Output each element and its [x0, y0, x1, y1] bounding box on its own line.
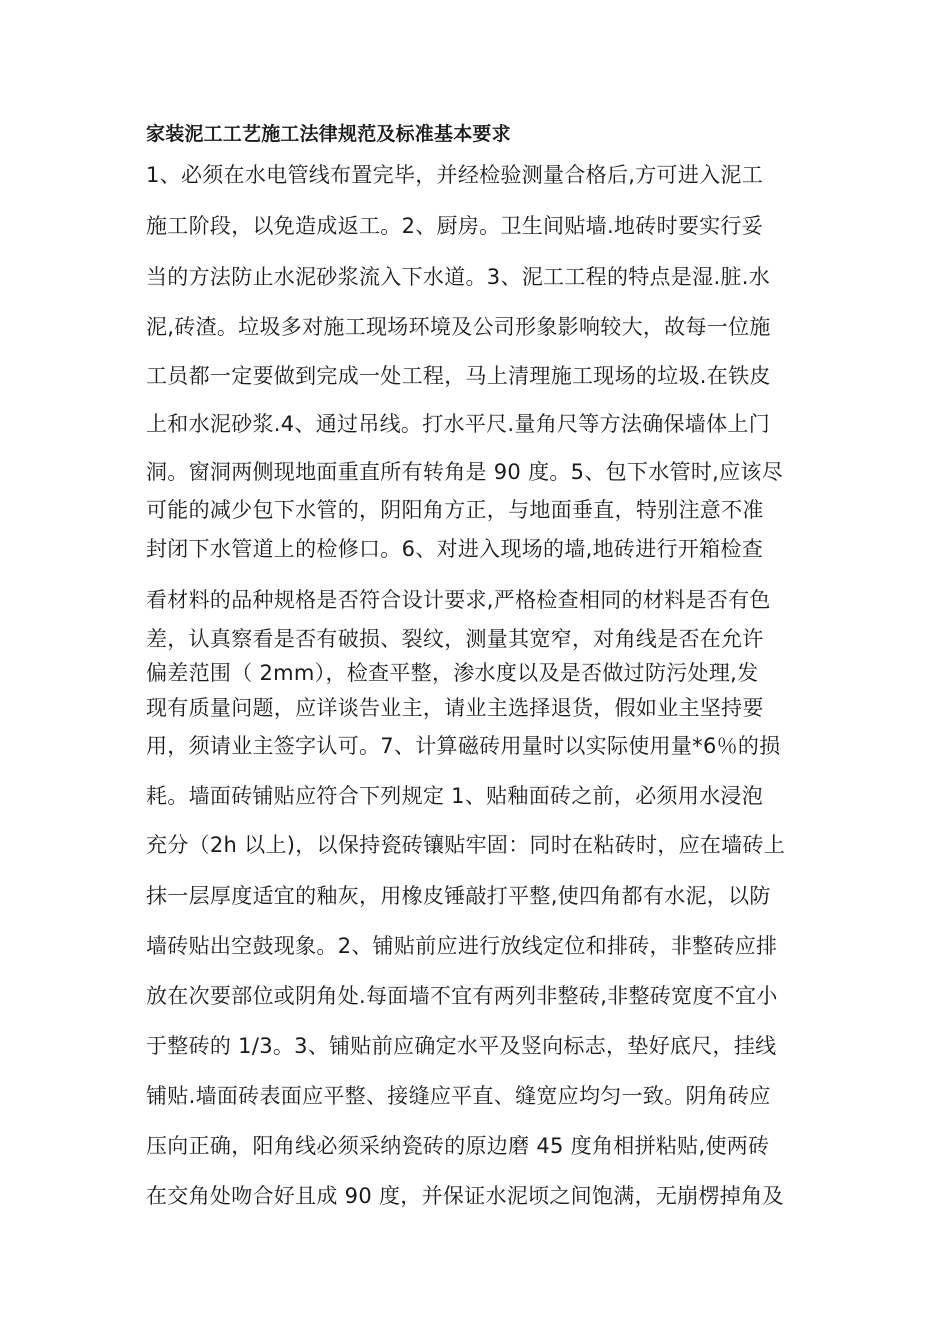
paragraph-line: 于整砖的 1/3。3、铺贴前应确定水平及竖向标志，垫好底尺，挂线 — [146, 1034, 777, 1058]
paragraph-line: 可能的减少包下水管的，阴阳角方正，与地面垂直，特别注意不准 — [146, 498, 764, 522]
paragraph-line: 偏差范围（ 2mm），检查平整，渗水度以及是否做过防污处理,发 — [146, 661, 759, 685]
paragraph-line: 压向正确，阳角线必须采纳瓷砖的原边磨 45 度角相拼粘贴,使两砖 — [146, 1134, 770, 1158]
paragraph-line: 放在次要部位或阴角处.每面墙不宜有两列非整砖,非整砖宽度不宜小 — [146, 984, 778, 1008]
paragraph-line: 施工阶段，以免造成返工。2、厨房。卫生间贴墙.地砖时要实行妥 — [146, 214, 764, 238]
paragraph-line: 封闭下水管道上的检修口。6、对进入现场的墙,地砖进行开箱检查 — [146, 537, 764, 561]
paragraph-line: 洞。窗洞两侧现地面重直所有转角是 90 度。5、包下水管时,应该尽 — [146, 460, 784, 484]
paragraph-line: 在交角处吻合好且成 90 度，并保证水泥顷之间饱满，无崩楞掉角及 — [146, 1184, 784, 1208]
paragraph-line: 看材料的品种规格是否符合设计要求,严格检查相同的材料是否有色 — [146, 588, 771, 612]
paragraph-line: 耗。墙面砖铺贴应符合下列规定 1、贴釉面砖之前，必须用水浸泡 — [146, 784, 764, 808]
paragraph-line: 泥,砖渣。垃圾多对施工现场环境及公司形象影响较大，故每一位施 — [146, 315, 771, 339]
paragraph-line: 工员都一定要做到完成一处工程，马上清理施工现场的垃圾.在铁皮 — [146, 364, 771, 388]
paragraph-line: 当的方法防止水泥砂浆流入下水道。3、泥工工程的特点是湿.脏.水 — [146, 265, 771, 289]
paragraph-line: 抹一层厚度适宜的釉灰，用橡皮锤敲打平整,使四角都有水泥，以防 — [146, 884, 771, 908]
paragraph-line: 墙砖贴出空鼓现象。2、铺贴前应进行放线定位和排砖，非整砖应排 — [146, 934, 778, 958]
paragraph-line: 差，认真察看是否有破损、裂纹，测量其宽窄，对角线是否在允许 — [146, 627, 764, 651]
paragraph-line: 现有质量问题，应详谈告业主，请业主选择退货，假如业主坚持要 — [146, 696, 764, 720]
paragraph-line: 充分（2h 以上)，以保持瓷砖镶贴牢固：同时在粘砖时，应在墙砖上 — [146, 833, 786, 857]
document-title: 家装泥工工艺施工法律规范及标准基本要求 — [146, 123, 511, 145]
paragraph-line: 铺贴.墙面砖表面应平整、接缝应平直、缝宽应均匀一致。阴角砖应 — [146, 1084, 771, 1108]
paragraph-line: 1、必须在水电管线布置完毕，并经检验测量合格后,方可进入泥工 — [146, 163, 764, 187]
paragraph-line: 上和水泥砂浆.4、通过吊线。打水平尺.量角尺等方法确保墙体上门 — [146, 412, 771, 436]
paragraph-line: 用，须请业主签字认可。7、计算磁砖用量时以实际使用量*6％的损 — [146, 734, 781, 758]
